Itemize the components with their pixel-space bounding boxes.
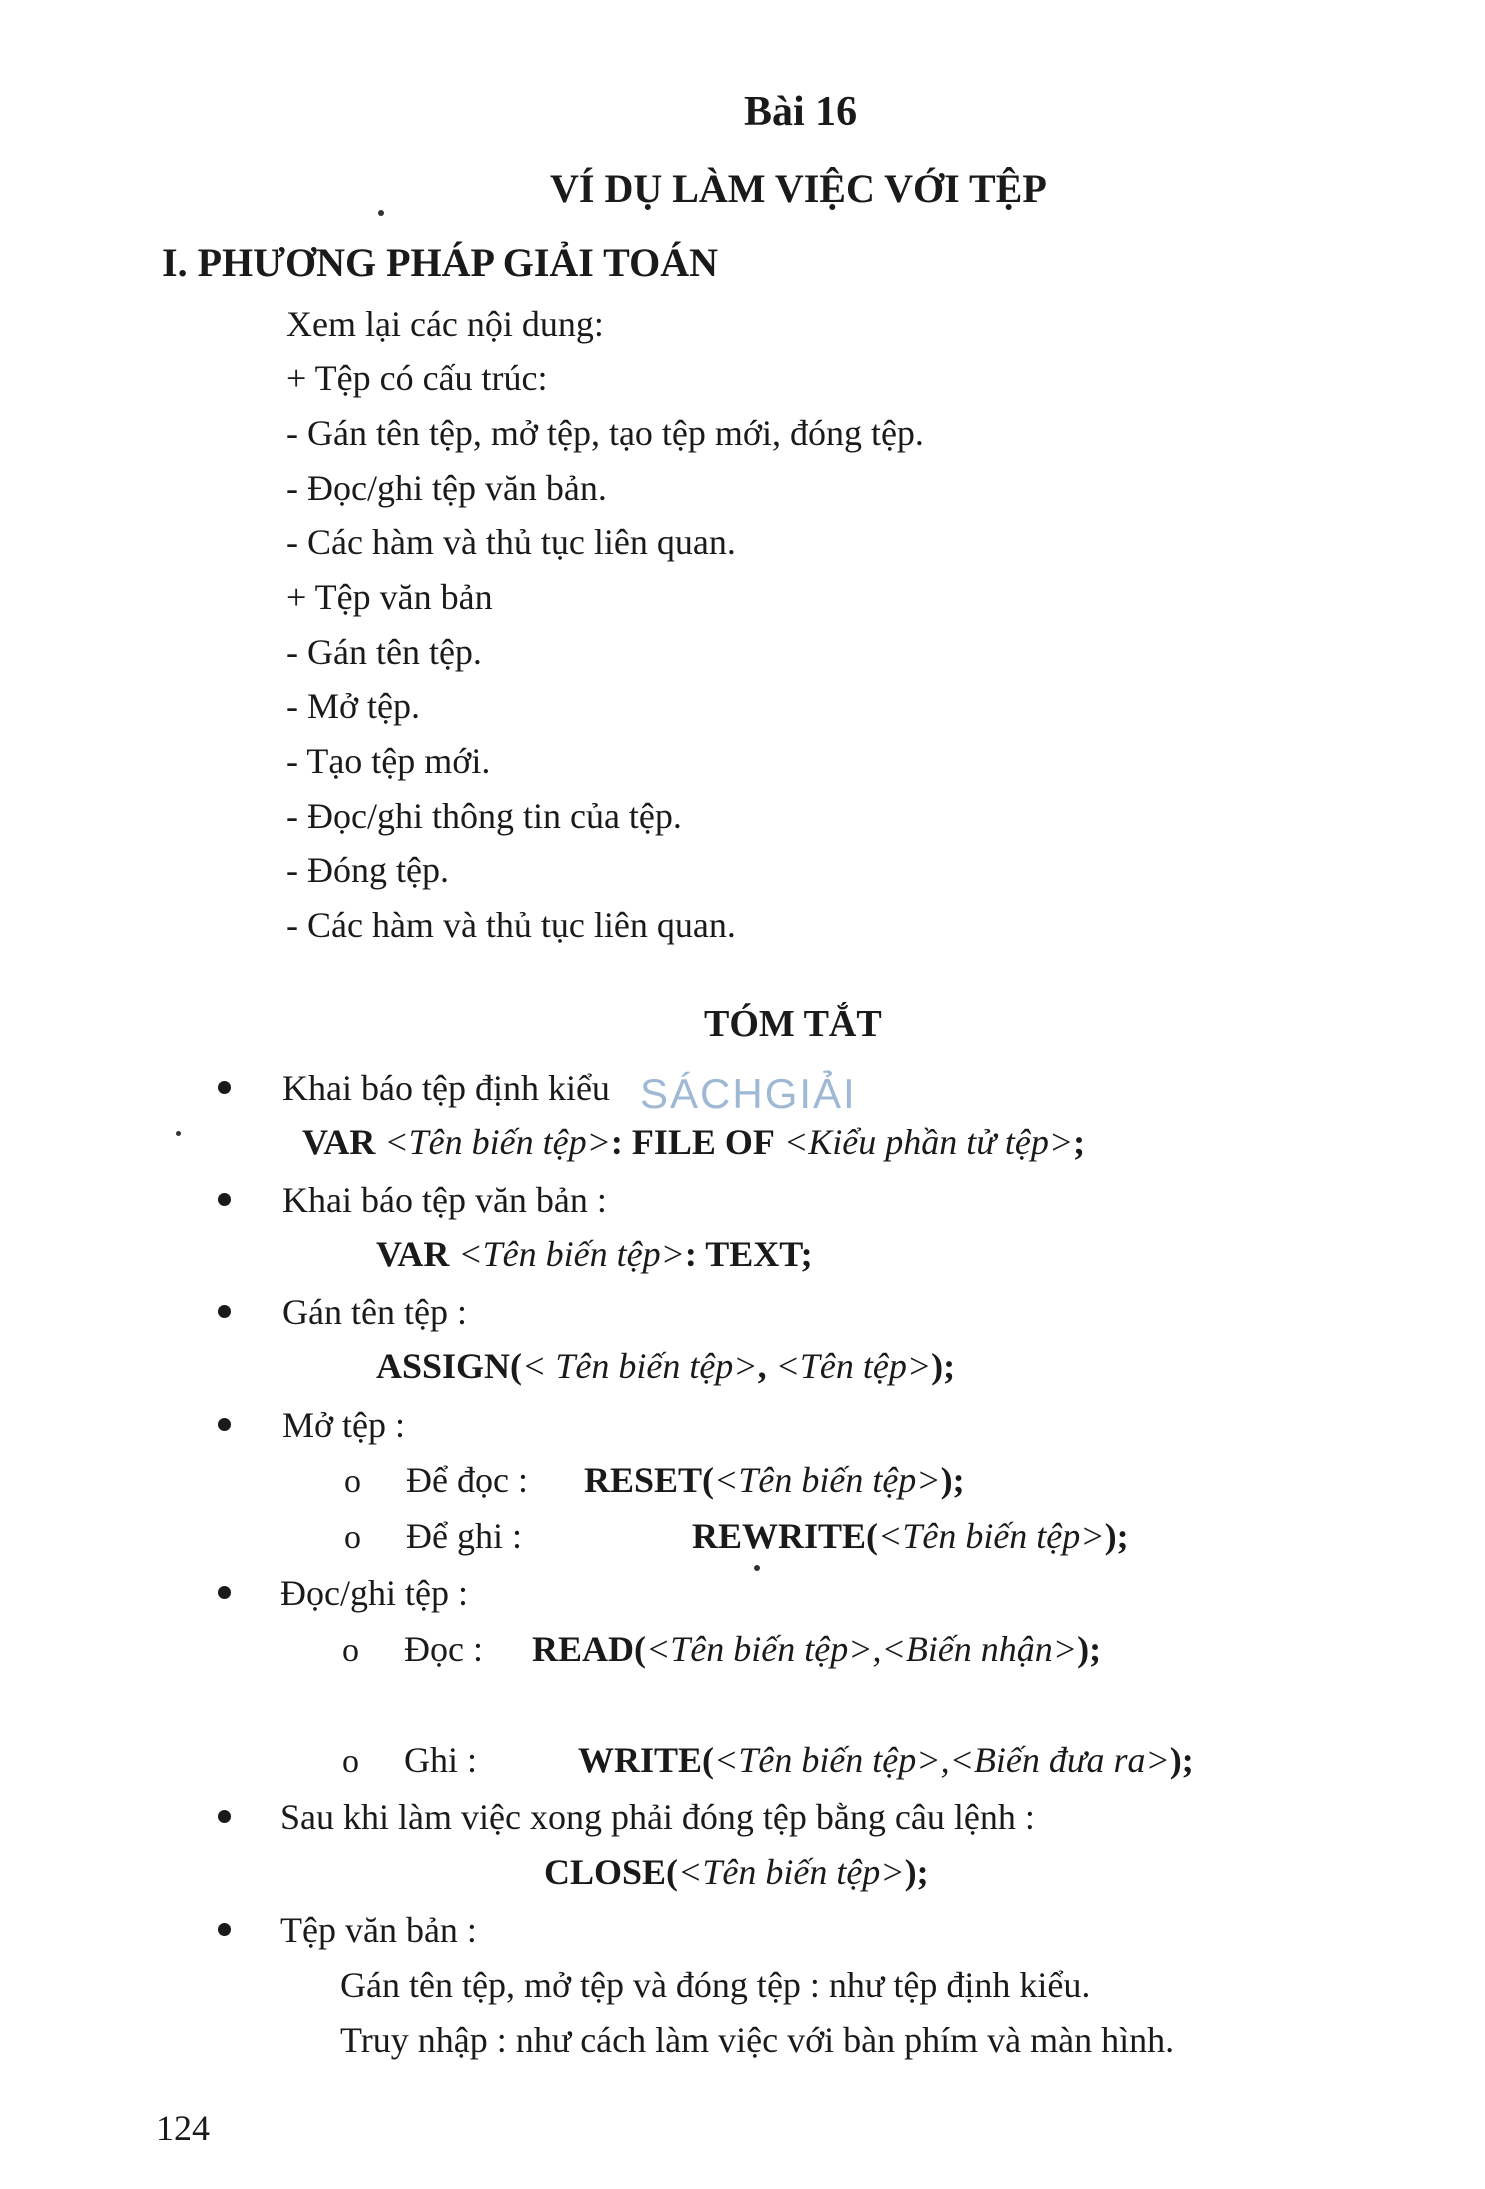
typed-file-label: Khai báo tệp định kiểu xyxy=(282,1068,610,1108)
bullet-icon xyxy=(218,1418,231,1431)
open-write-label: Để ghi : xyxy=(406,1516,522,1556)
code-argument: <Tên biến tệp> xyxy=(878,1516,1105,1556)
code-argument: <Tên tệp> xyxy=(775,1346,932,1386)
code-keyword: REWRITE( xyxy=(692,1516,879,1556)
circle-bullet-icon: o xyxy=(344,1519,361,1556)
open-read-code xyxy=(584,1458,965,1502)
scan-speck xyxy=(754,1565,760,1571)
watermark-logo: SÁCHGIẢI xyxy=(640,1070,857,1117)
bullet-icon xyxy=(218,1810,231,1823)
code-argument: < Tên biến tệp> xyxy=(522,1346,758,1386)
code-end: ); xyxy=(931,1346,956,1386)
open-read-label: Để đọc : xyxy=(406,1460,528,1500)
textfile-note-line: Truy nhập : như cách làm việc với bàn phím và màn hình. xyxy=(340,2020,1175,2060)
section-heading: I. PHƯƠNG PHÁP GIẢI TOÁN xyxy=(162,240,718,285)
review-line: - Tạo tệp mới. xyxy=(286,741,491,781)
circle-bullet-icon: o xyxy=(344,1463,361,1500)
lesson-number: Bài 16 xyxy=(744,89,858,135)
review-line: - Mở tệp. xyxy=(286,686,421,726)
bullet-icon xyxy=(218,1305,231,1318)
text-file-label: Khai báo tệp văn bản : xyxy=(282,1180,607,1220)
review-line: - Đọc/ghi thông tin của tệp. xyxy=(286,796,682,836)
review-line: - Đọc/ghi tệp văn bản. xyxy=(286,468,607,508)
assign-label: Gán tên tệp : xyxy=(282,1292,467,1332)
code-keyword: ASSIGN( xyxy=(376,1346,523,1386)
textfile-note-label: Tệp văn bản : xyxy=(280,1910,477,1950)
code-argument: <Kiểu phần tử tệp> xyxy=(783,1122,1074,1162)
code-argument: <Tên biến tệp> xyxy=(458,1234,685,1274)
code-argument: <Tên biến tệp> xyxy=(714,1460,941,1500)
review-line: - Các hàm và thủ tục liên quan. xyxy=(286,522,736,562)
review-line: + Tệp có cấu trúc: xyxy=(286,358,548,398)
code-keyword: : TEXT; xyxy=(684,1234,813,1274)
close-label: Sau khi làm việc xong phải đóng tệp bằng câu lệnh : xyxy=(280,1797,1035,1837)
code-keyword: READ( xyxy=(532,1629,646,1669)
rw-read-label: Đọc : xyxy=(404,1629,483,1669)
review-line: - Gán tên tệp, mở tệp, tạo tệp mới, đóng tệp. xyxy=(286,413,924,453)
code-argument: <Tên biến tệp>,<Biến đưa ra> xyxy=(714,1740,1170,1780)
close-code xyxy=(544,1850,929,1894)
review-line: - Các hàm và thủ tục liên quan. xyxy=(286,905,736,945)
code-keyword: : FILE OF xyxy=(610,1122,775,1162)
code-argument: <Tên biến tệp>,<Biến nhận> xyxy=(646,1629,1078,1669)
code-end: ); xyxy=(1104,1516,1129,1556)
lesson-title: VÍ DỤ LÀM VIỆC VỚI TỆP xyxy=(550,166,1047,211)
code-end: ); xyxy=(904,1852,929,1892)
page-number: 124 xyxy=(156,2108,210,2148)
code-keyword: VAR xyxy=(376,1234,450,1274)
text-file-code xyxy=(376,1232,813,1276)
code-end: ; xyxy=(1073,1122,1086,1162)
review-line: Xem lại các nội dung: xyxy=(286,304,604,344)
code-keyword: WRITE( xyxy=(578,1740,715,1780)
review-line: - Đóng tệp. xyxy=(286,850,449,890)
scan-speck xyxy=(176,1131,181,1136)
code-end: ); xyxy=(1077,1629,1102,1669)
code-argument: <Tên biến tệp> xyxy=(384,1122,611,1162)
code-keyword: RESET( xyxy=(584,1460,715,1500)
code-argument: <Tên biến tệp> xyxy=(678,1852,905,1892)
bullet-icon xyxy=(218,1193,231,1206)
circle-bullet-icon: o xyxy=(342,1743,359,1780)
code-keyword: CLOSE( xyxy=(544,1852,679,1892)
code-end: ); xyxy=(940,1460,965,1500)
textfile-note-line: Gán tên tệp, mở tệp và đóng tệp : như tệp định kiểu. xyxy=(340,1965,1091,2005)
circle-bullet-icon: o xyxy=(342,1632,359,1669)
bullet-icon xyxy=(218,1081,231,1094)
scan-speck xyxy=(378,210,384,216)
code-end: ); xyxy=(1169,1740,1194,1780)
bullet-icon xyxy=(218,1923,231,1936)
assign-code xyxy=(376,1344,955,1388)
review-line: + Tệp văn bản xyxy=(286,577,493,617)
rw-read-code xyxy=(532,1627,1101,1671)
open-write-code xyxy=(692,1514,1129,1558)
summary-heading: TÓM TẮT xyxy=(704,1003,882,1045)
rw-write-code xyxy=(578,1738,1194,1782)
rw-label: Đọc/ghi tệp : xyxy=(280,1573,468,1613)
code-keyword: VAR xyxy=(302,1122,376,1162)
code-separator: , xyxy=(757,1346,776,1386)
typed-file-code xyxy=(302,1120,1085,1164)
bullet-icon xyxy=(218,1586,231,1599)
open-label: Mở tệp : xyxy=(282,1405,406,1445)
rw-write-label: Ghi : xyxy=(404,1740,478,1780)
review-line: - Gán tên tệp. xyxy=(286,632,482,672)
